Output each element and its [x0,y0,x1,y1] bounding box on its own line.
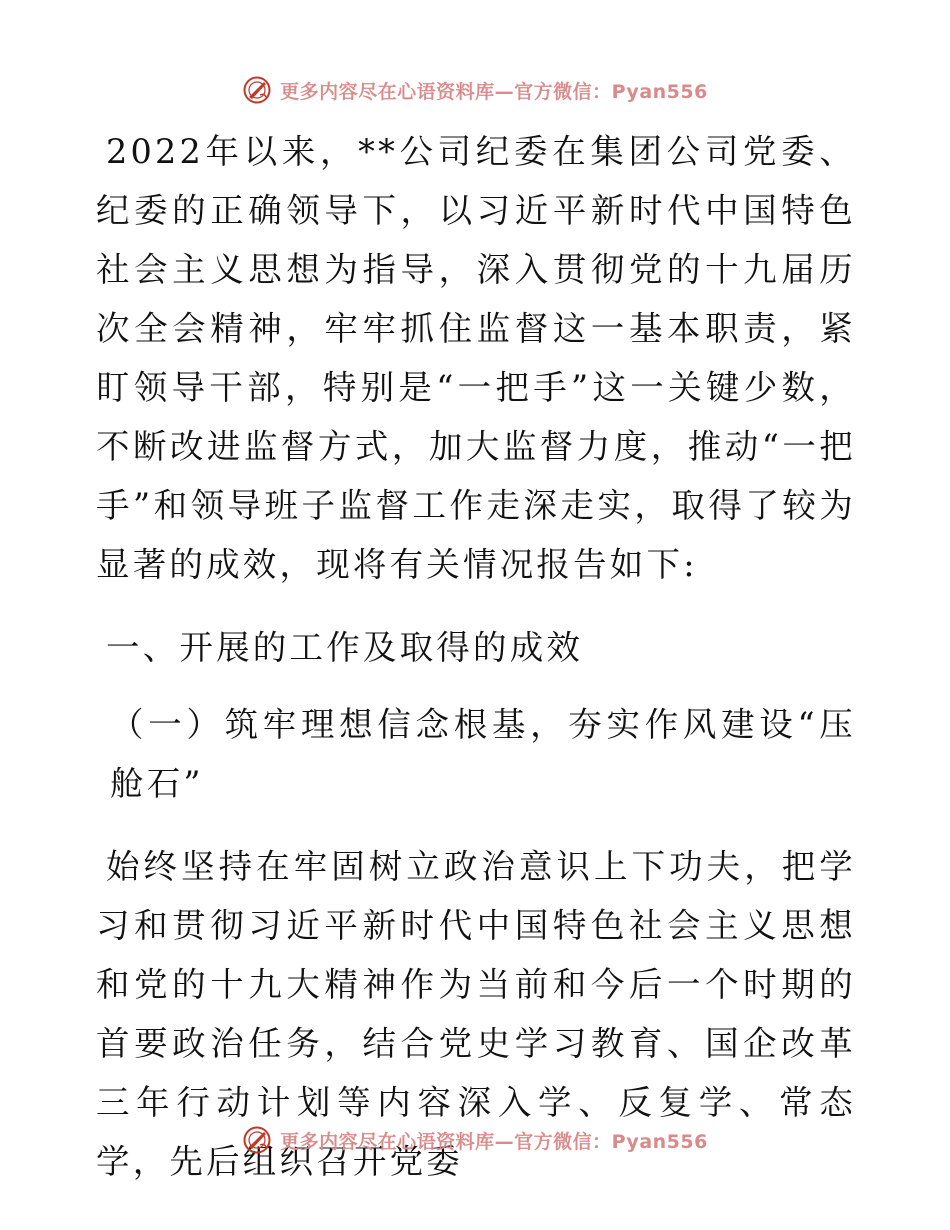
watermark-header [0,72,950,108]
stamp-logo-icon [242,75,272,105]
intro-paragraph: 2022年以来，**公司纪委在集团公司党委、纪委的正确领导下，以习近平新时代中国特色社会主义思想为指导，深入贯彻党的十九届历次全会精神，牢牢抓住监督这一基本职责，紧盯领导干部，特别是“一把手”这一关键少数，不断改进监督方式，加大监督力度，推动“一把手”和领导班子监督工作走深走实，取得了较为显著的成效，现将有关情况报告如下: [96,132,856,584]
watermark-text: 更多内容尽在心语资料库—官方微信：Pyan556 [280,80,708,103]
subsection-heading: （一）筑牢理想信念根基，夯实作风建设“压舱石” [110,705,856,803]
section-heading: 一、开展的工作及取得的成效 [106,628,584,667]
document-body [96,122,856,1191]
watermark-footer [0,1122,950,1158]
body-paragraph: 始终坚持在牢固树立政治意识上下功夫，把学习和贯彻习近平新时代中国特色社会主义思想和党的十九大精神作为当前和今后一个时期的首要政治任务，结合党史学习教育、国企改革三年行动计划等内容深入学、反复学、常态学，先后组织召开党委 [96,847,856,1181]
watermark-text: 更多内容尽在心语资料库—官方微信：Pyan556 [280,1130,708,1153]
stamp-logo-icon [242,1125,272,1155]
